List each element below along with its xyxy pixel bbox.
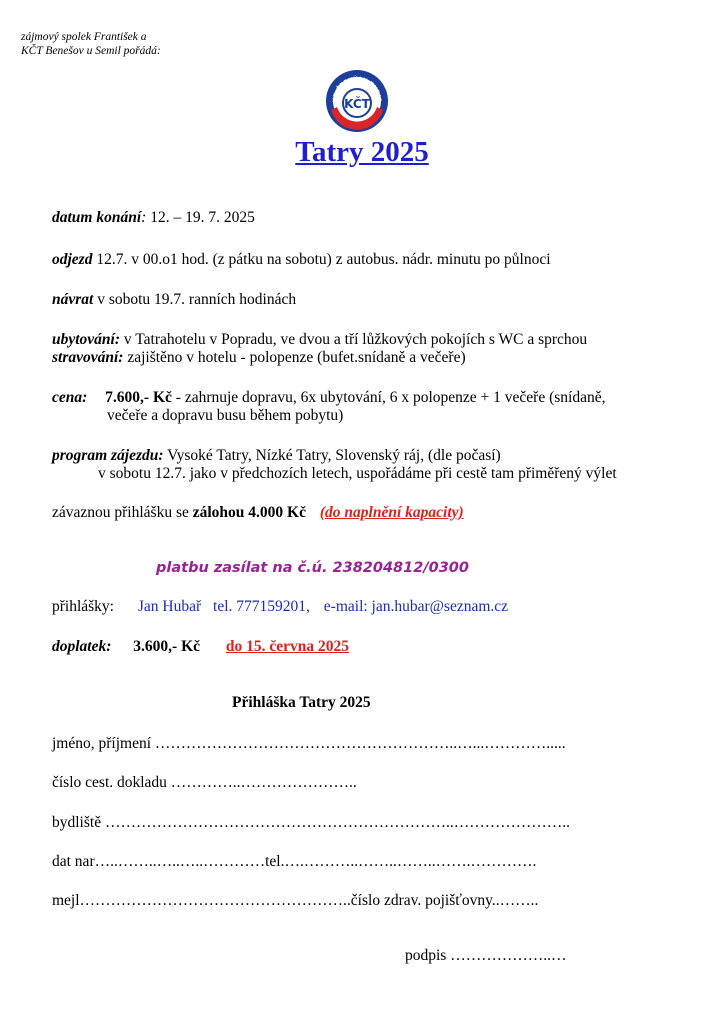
svg-text:KLUB ČESKÝCH TURISTŮ: UB ČESKÝCH TURIS xyxy=(331,75,383,103)
deposit-prefix: závaznou přihlášku se xyxy=(52,504,193,521)
deposit-value: zálohou 4.000 Kč xyxy=(192,504,306,521)
return-line xyxy=(52,290,296,309)
price-description-2: večeře a dopravu busu během pobytu) xyxy=(107,407,344,424)
organizer-line-1: zájmový spolek František a xyxy=(21,31,147,43)
surcharge-deadline: do 15. června 2025 xyxy=(225,638,350,655)
meals-line xyxy=(52,348,466,367)
meals-value: zajištěno v hotelu - polopenze (bufet.snídaně a večeře) xyxy=(123,349,466,366)
organizer-line-2: KČT Benešov u Semil pořádá: xyxy=(21,45,161,57)
date-line: datum konání: 12. – 19. 7. 2025 xyxy=(52,209,255,226)
form-signature-field: podpis ………………..… xyxy=(405,947,567,964)
accommodation-label: ubytování: xyxy=(52,331,121,348)
departure-line xyxy=(52,250,551,269)
form-address-field: bydliště …………………………………………………………..………………….. xyxy=(52,814,570,831)
program-line xyxy=(52,446,501,465)
contact-line xyxy=(52,597,508,616)
departure-value: 12.7. v 00.o1 hod. (z pátku na sobotu) z autobus. nádr. minutu po půlnoci xyxy=(92,251,551,268)
meals-label: stravování: xyxy=(52,349,124,366)
page-title: Tatry 2025 xyxy=(295,136,429,168)
payment-instruction: platbu zasílat na č.ú. 238204812/0300 xyxy=(156,560,469,576)
price-line xyxy=(52,388,605,407)
svg-text:KČT: KČT xyxy=(344,97,370,111)
return-label: návrat xyxy=(52,291,94,308)
contact-label: přihlášky: xyxy=(52,598,114,615)
program-value: Vysoké Tatry, Nízké Tatry, Slovenský ráj, (dle počasí) xyxy=(163,447,501,464)
departure-label: odjezd xyxy=(52,251,93,268)
date-value: 12. – 19. 7. 2025 xyxy=(146,209,255,226)
contact-phone: tel. 777159201, xyxy=(213,598,310,615)
accommodation-line xyxy=(52,330,587,349)
price-value: 7.600,- Kč xyxy=(105,389,172,406)
form-title: Přihláška Tatry 2025 xyxy=(232,694,371,711)
surcharge-label: doplatek: xyxy=(52,638,112,655)
deposit-note: (do naplnění kapacity) xyxy=(319,504,464,521)
return-value: v sobotu 19.7. ranních hodinách xyxy=(93,291,297,308)
contact-email[interactable]: e-mail: jan.hubar@seznam.cz xyxy=(323,598,509,615)
contact-name: Jan Hubař xyxy=(137,598,202,615)
accommodation-value: v Tatrahotelu v Popradu, ve dvou a tří lůžkových pokojích s WC a sprchou xyxy=(120,331,588,348)
form-document-field: číslo cest. dokladu …………..………………….. xyxy=(52,774,357,791)
price-description: - zahrnuje dopravu, 6x ubytování, 6 x polopenze + 1 večeře (snídaně, xyxy=(171,389,606,406)
form-name-field: jméno, příjmení …………………………………………………..…...…………..... xyxy=(52,735,566,752)
kct-logo xyxy=(325,69,389,133)
surcharge-line xyxy=(52,637,349,656)
deposit-line xyxy=(52,503,464,522)
program-label: program zájezdu: xyxy=(52,447,164,464)
surcharge-value: 3.600,- Kč xyxy=(133,638,201,655)
date-label: datum konání xyxy=(52,209,142,226)
price-label: cena: xyxy=(52,389,88,406)
form-birth-phone-field: dat nar…..……..…..…..…………tel.….………..……..……..…….…………. xyxy=(52,853,537,870)
form-email-insurance-field: mejl……………………………………………..číslo zdrav. pojišťovny..…….. xyxy=(52,892,539,909)
program-line-2: v sobotu 12.7. jako v předchozích letech, uspořádáme při cestě tam přiměřený výlet xyxy=(98,465,617,482)
